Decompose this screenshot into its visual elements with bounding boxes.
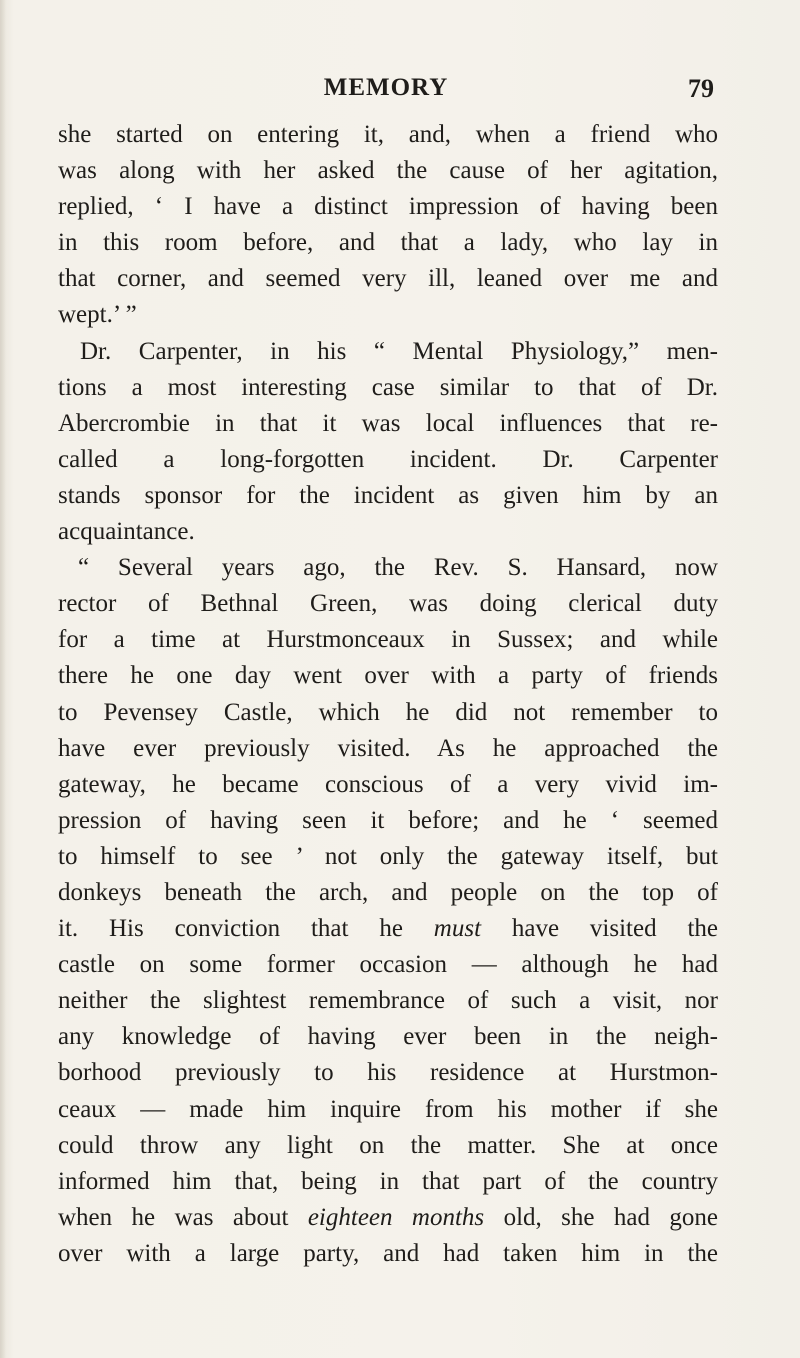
text-line: neither the slightest remembrance of such a visit, nor xyxy=(58,987,718,1015)
text-line: called a long-forgotten incident. Dr. Carpenter xyxy=(58,445,718,473)
text-line: she started on entering it, and, when a friend who xyxy=(58,121,718,148)
text-line: to Pevensey Castle, which he did not remember to xyxy=(58,698,718,726)
text-line: acquaintance. xyxy=(58,518,195,546)
text-segment: it. His conviction that he xyxy=(58,915,403,943)
text-line: Abercrombie in that it was local influences that re- xyxy=(58,409,718,437)
text-line: castle on some former occasion — although he had xyxy=(58,951,718,979)
text-line: over with a large party, and had taken him in the xyxy=(58,1239,718,1267)
italic-emphasis: eighteen months xyxy=(307,1203,485,1231)
text-line: could throw any light on the matter. She at once xyxy=(58,1131,718,1159)
text-line: “ Several years ago, the Rev. S. Hansard, now xyxy=(78,554,718,582)
text-line: any knowledge of having ever been in the neigh- xyxy=(58,1023,718,1051)
text-line: borhood previously to his residence at Hurstmon- xyxy=(58,1059,718,1087)
text-line: in this room before, and that a lady, who lay in xyxy=(58,229,718,257)
text-segment: when he was about xyxy=(58,1203,289,1231)
text-line: replied, ‘ I have a distinct impression of having been xyxy=(58,193,718,221)
text-segment: old, she had gone xyxy=(503,1203,719,1231)
text-line: gateway, he became conscious of a very vivid im- xyxy=(58,770,718,798)
text-line: Dr. Carpenter, in his “ Mental Physiology,” men- xyxy=(80,337,718,365)
running-head xyxy=(58,74,714,114)
text-line xyxy=(58,1200,718,1236)
body-text xyxy=(58,117,718,1272)
text-line: pression of having seen it before; and he ‘ seemed xyxy=(58,806,718,834)
italic-emphasis: must xyxy=(433,915,482,943)
page-number: 79 xyxy=(688,74,714,103)
text-segment: have visited the xyxy=(511,915,718,943)
spine-shadow xyxy=(0,0,6,1358)
text-line: informed him that, being in that part of the country xyxy=(58,1167,718,1195)
text-line: was along with her asked the cause of her agitation, xyxy=(58,157,718,185)
text-line: tions a most interesting case similar to that of Dr. xyxy=(58,373,718,401)
text-line: have ever previously visited. As he approached the xyxy=(58,734,718,762)
text-line: for a time at Hurstmonceaux in Sussex; and while xyxy=(58,626,718,654)
running-title: MEMORY xyxy=(323,74,449,101)
text-line: donkeys beneath the arch, and people on the top of xyxy=(58,878,718,906)
text-line: ceaux — made him inquire from his mother if she xyxy=(58,1095,718,1123)
text-line: stands sponsor for the incident as given him by an xyxy=(58,481,718,509)
text-line: rector of Bethnal Green, was doing clerical duty xyxy=(58,590,718,618)
text-line xyxy=(58,911,718,947)
text-line: wept.’ ” xyxy=(58,301,137,329)
text-line: that corner, and seemed very ill, leaned over me and xyxy=(58,265,718,293)
text-line: to himself to see ’ not only the gateway itself, but xyxy=(58,842,718,870)
text-line: there he one day went over with a party of friends xyxy=(58,662,718,690)
